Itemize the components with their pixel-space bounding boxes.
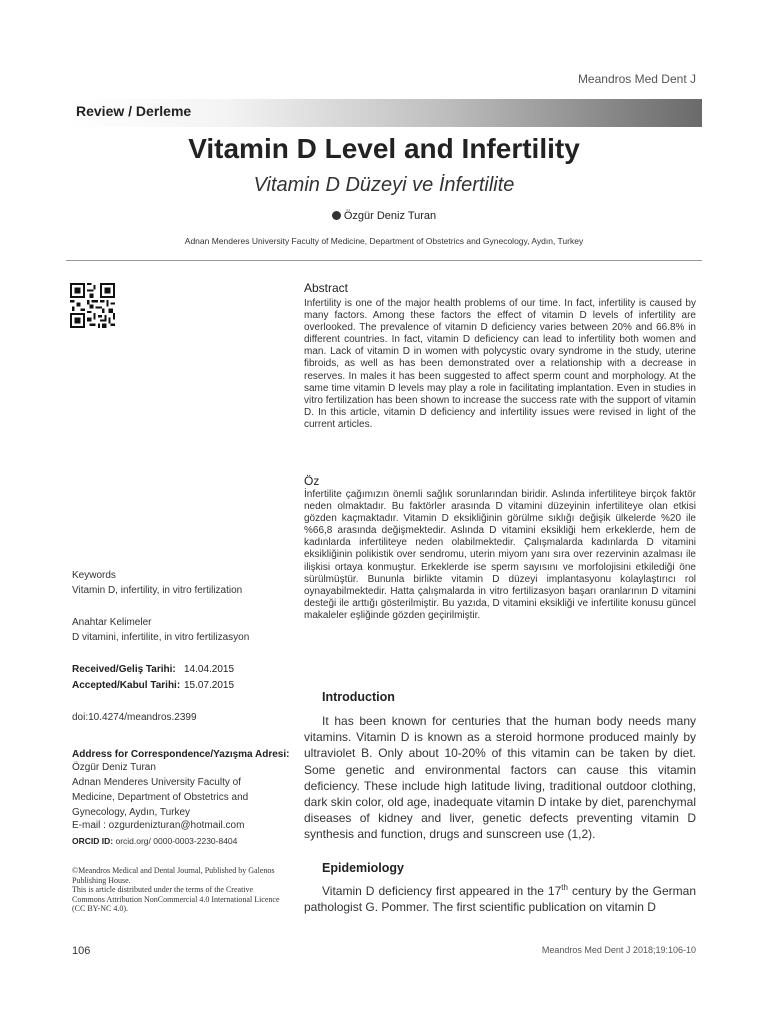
epidemiology-text	[304, 883, 696, 915]
epidemiology-text-b: century by the German pathologist G. Pommer. The first scientific publication on vitamin D	[304, 884, 697, 915]
anahtar-heading: Anahtar Kelimeler	[72, 617, 152, 628]
oz-heading: Öz	[304, 474, 320, 488]
article-title: Vitamin D Level and Infertility	[188, 133, 580, 164]
epidemiology-sup: th	[561, 883, 568, 892]
abstract-heading: Abstract	[304, 281, 349, 295]
correspondence-line2: Medicine, Department of Obstetrics and	[72, 792, 249, 803]
orcid-line	[72, 836, 237, 846]
keywords-heading: Keywords	[72, 570, 116, 581]
journal-name: Meandros Med Dent J	[577, 72, 696, 86]
introduction-heading: Introduction	[322, 690, 395, 704]
orcid-label: ORCID ID:	[72, 836, 114, 846]
page-number: 106	[72, 945, 91, 957]
correspondence-name: Özgür Deniz Turan	[72, 762, 156, 773]
received-value: 14.04.2015	[184, 664, 235, 675]
footer-citation: Meandros Med Dent J 2018;19:106-10	[541, 945, 696, 955]
doi[interactable]: doi:10.4274/meandros.2399	[72, 712, 197, 723]
affiliation: Adnan Menderes University Faculty of Medicine, Department of Obstetrics and Gynecology, Aydın, Turkey	[184, 236, 584, 246]
abstract-text: Infertility is one of the major health problems of our time. In fact, infertility is caused by many factors. Among these factors the effect of vitamin D levels of infertility are overlooked. The prevalence of vitamin D deficiency varies between 20% and 66.8% in different countries. In fact, vitamin D deficiency can lead to infertility both women and man. Lack of vitamin D in women with polycystic ovary syndrome in the study, uterine fibroids, as well as has been demonstrated over a relationship with a decrease in reserves. In males it has been suggested to affect sperm count and morphology. At the same time vitamin D levels may play a role in facilitating implantation. Even in studies in vitro fertilization has been shown to increase the success rate with the support of vitamin D. In this article, vitamin D deficiency and infertility issues were revised in light of the current articles.	[304, 298, 696, 430]
keywords-text: Vitamin D, infertility, in vitro fertilization	[72, 585, 243, 596]
author-line	[0, 210, 768, 222]
correspondence-line1: Adnan Menderes University Faculty of	[72, 777, 241, 788]
license-note	[72, 866, 287, 914]
license-terms: This is article distributed under the terms of the Creative Commons Attribution NonCommercial 4.0 International Licence (CC BY-NC 4.0).	[72, 885, 280, 913]
epidemiology-heading: Epidemiology	[322, 861, 404, 875]
oz-text: İnfertilite çağımızın önemli sağlık sorunlarından biridir. Aslında infertiliteye birçok faktör neden olmaktadır. Bu faktörler arasında D vitamini düzeyinin infertiliteye olan etkisi gözden kaçmaktadır. Vitamin D eksikliğinin görülme sıklığı değişik ülkelerde %20 ile %66,8 arasında değişmektedir. Aslında D vitamini eksikliği hem erkeklerde, hem de kadınlarda infertiliteye neden olabilmektedir. Çalışmalarda kadınlarda D vitamini eksikliğinin polikistik over sendromu, uterin miyom yanı sıra over rezervinin azalması ile ilişkisi ortaya konmuştur. Erkeklerde ise sperm sayısını ve morfolojisini etkilediği öne sürülmüştür. Bununla birlikte vitamin D düzeyi implantasyonu kolaylaştırıcı rol oynayabilmektedir. Hatta çalışmalarda in vitro fertilizasyon başarı oranlarının D vitamini desteği ile arttığı gösterilmiştir. Bu yazıda, D vitamini eksikliği ve infertilite konusu güncel makaleler eşliğinde gözden geçirilmiştir.	[304, 489, 696, 621]
orcid-icon[interactable]	[332, 211, 341, 220]
anahtar-text: D vitamini, infertilite, in vitro fertilizasyon	[72, 632, 250, 643]
correspondence-email[interactable]: E-mail : ozgurdenizturan@hotmail.com	[72, 820, 245, 831]
accepted-label: Accepted/Kabul Tarihi:	[72, 680, 181, 691]
introduction-text: It has been known for centuries that the human body needs many vitamins. Vitamin D is known as a steroid hormone produced mainly by ultraviolet B. Only about 10-20% of this vitamin can be taken by diet. Some genetic and environmental factors can cause this vitamin deficiency. These include high latitude living, traditional outdoor clothing, dark skin color, old age, inadequate vitamin D intake by diet, parenchymal diseases of kidney and liver, genetic defects preventing vitamin D synthesis and function, drugs and sunscreen use (1,2).	[304, 714, 696, 842]
correspondence-line3: Gynecology, Aydın, Turkey	[72, 807, 191, 818]
author-name: Özgür Deniz Turan	[343, 210, 437, 222]
received-date	[72, 664, 235, 675]
qr-code-icon[interactable]	[70, 283, 115, 328]
accepted-date	[72, 680, 235, 691]
section-label: Review / Derleme	[76, 103, 192, 119]
orcid-link[interactable]: orcid.org/ 0000-0003-2230-8404	[115, 836, 238, 846]
divider	[66, 260, 702, 261]
correspondence-heading: Address for Correspondence/Yazışma Adresi:	[72, 749, 290, 760]
license-copyright: ©Meandros Medical and Dental Journal, Published by Galenos Publishing House.	[72, 866, 275, 885]
received-label: Received/Geliş Tarihi:	[72, 664, 176, 675]
epidemiology-text-a: Vitamin D deficiency first appeared in the 17	[322, 884, 562, 898]
article-subtitle: Vitamin D Düzeyi ve İnfertilite	[253, 174, 515, 196]
accepted-value: 15.07.2015	[184, 680, 235, 691]
